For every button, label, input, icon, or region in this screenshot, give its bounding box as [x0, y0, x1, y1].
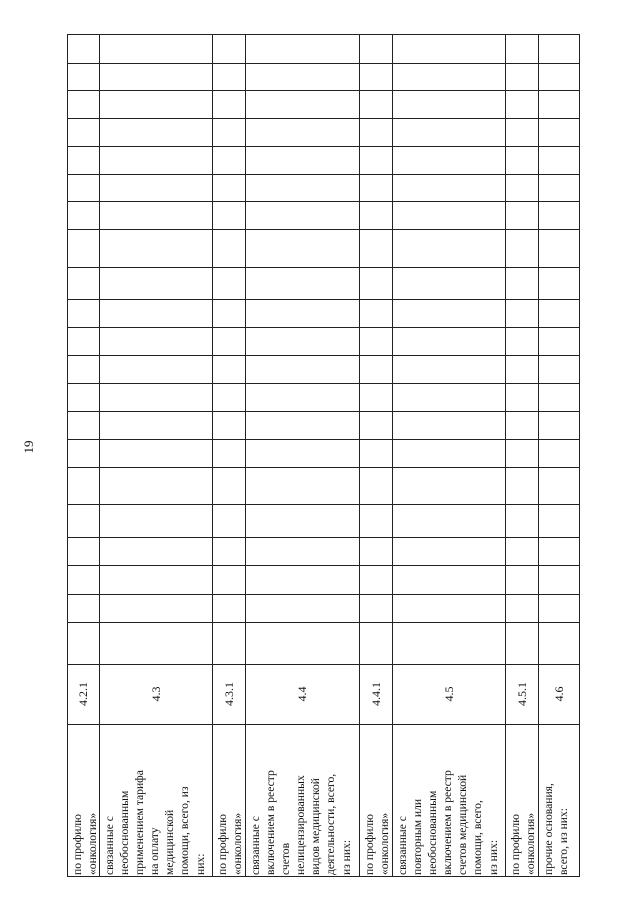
- row-code: 4.3: [148, 686, 163, 702]
- row-label-line: из них:: [486, 839, 500, 875]
- table-grid-line: [67, 229, 580, 230]
- table-grid-line: [67, 876, 580, 877]
- table-grid-line: [67, 63, 580, 64]
- row-label-line: медицинской: [163, 809, 177, 875]
- row-label-line: на оплату: [148, 827, 162, 875]
- row-label: [508, 726, 538, 875]
- row-label-line: видов медицинской: [309, 778, 323, 875]
- table-grid-line: [67, 565, 580, 566]
- row-label: [70, 726, 100, 875]
- table-grid-line: [67, 34, 580, 35]
- row-label-line: связанные с: [103, 816, 116, 875]
- table-grid-line: [67, 664, 580, 665]
- row-code: 4.2.1: [76, 682, 90, 706]
- row-label-line: помощи, всего, из: [178, 786, 192, 875]
- table-grid-line: [67, 174, 580, 175]
- page-number: 19: [21, 440, 36, 454]
- table-grid-line: [67, 467, 580, 468]
- row-label-line: по профилю: [216, 814, 229, 875]
- table-grid-line: [67, 411, 580, 412]
- row-label: [215, 726, 245, 875]
- table-grid-line: [67, 383, 580, 384]
- row-label-line: по профилю: [71, 814, 84, 875]
- table-grid-line: [67, 504, 580, 505]
- row-label-line: нелицензированных: [294, 775, 308, 875]
- row-code: 4.5.1: [514, 682, 529, 706]
- table-grid-line: [67, 118, 580, 119]
- row-label-line: необоснованным: [426, 790, 440, 875]
- table-grid-line: [67, 34, 68, 877]
- data-table: [67, 34, 580, 877]
- row-label-line: по профилю: [509, 814, 522, 875]
- row-label: [248, 726, 354, 875]
- table-grid-line: [579, 34, 580, 877]
- row-label-line: счетов медицинской: [456, 774, 470, 875]
- row-code: 4.6: [552, 686, 566, 702]
- row-label: [541, 726, 571, 875]
- row-code: 4.5: [441, 686, 456, 702]
- row-label-line: «онкология»: [86, 812, 100, 875]
- row-label-line: них:: [193, 853, 207, 875]
- row-label-line: по профилю: [363, 814, 376, 875]
- row-code: 4.4: [295, 686, 309, 702]
- row-label: [362, 726, 392, 875]
- table-grid-line: [67, 267, 580, 268]
- row-label-line: из них:: [339, 839, 353, 875]
- table-grid-line: [67, 90, 580, 91]
- row-label-line: прочие основания,: [542, 783, 555, 875]
- row-label-line: связанные с: [396, 816, 409, 875]
- row-label: [395, 726, 501, 875]
- row-label-line: всего, из них:: [557, 807, 571, 875]
- row-label-line: необоснованным: [118, 790, 132, 875]
- table-grid-line: [67, 327, 580, 328]
- row-label-line: счетов: [279, 842, 293, 875]
- table-grid-line: [67, 537, 580, 538]
- row-label-line: повторным или: [411, 798, 425, 875]
- table-grid-line: [67, 146, 580, 147]
- row-code: 4.3.1: [221, 682, 236, 706]
- table-grid-line: [67, 439, 580, 440]
- table-grid-line: [67, 594, 580, 595]
- table-grid-line: [67, 355, 580, 356]
- table-grid-line: [212, 34, 213, 877]
- row-label-line: «онкология»: [378, 812, 392, 875]
- table-grid-line: [67, 724, 580, 725]
- table-grid-line: [359, 34, 360, 877]
- row-code: 4.4.1: [368, 682, 383, 706]
- table-grid-line: [67, 622, 580, 623]
- row-label: [102, 726, 208, 875]
- row-label-line: «онкология»: [524, 812, 538, 875]
- row-label-line: деятельности, всего,: [324, 773, 338, 875]
- row-label-line: связанные с: [249, 816, 262, 875]
- table-grid-line: [67, 299, 580, 300]
- row-label-line: «онкология»: [231, 812, 245, 875]
- row-label-line: включением в реестр: [441, 770, 455, 875]
- row-label-line: применением тарифа: [133, 770, 147, 875]
- row-label-line: включением в реестр: [264, 770, 278, 875]
- table-grid-line: [67, 201, 580, 202]
- table-grid-line: [505, 34, 506, 877]
- row-label-line: помощи, всего,: [471, 800, 485, 875]
